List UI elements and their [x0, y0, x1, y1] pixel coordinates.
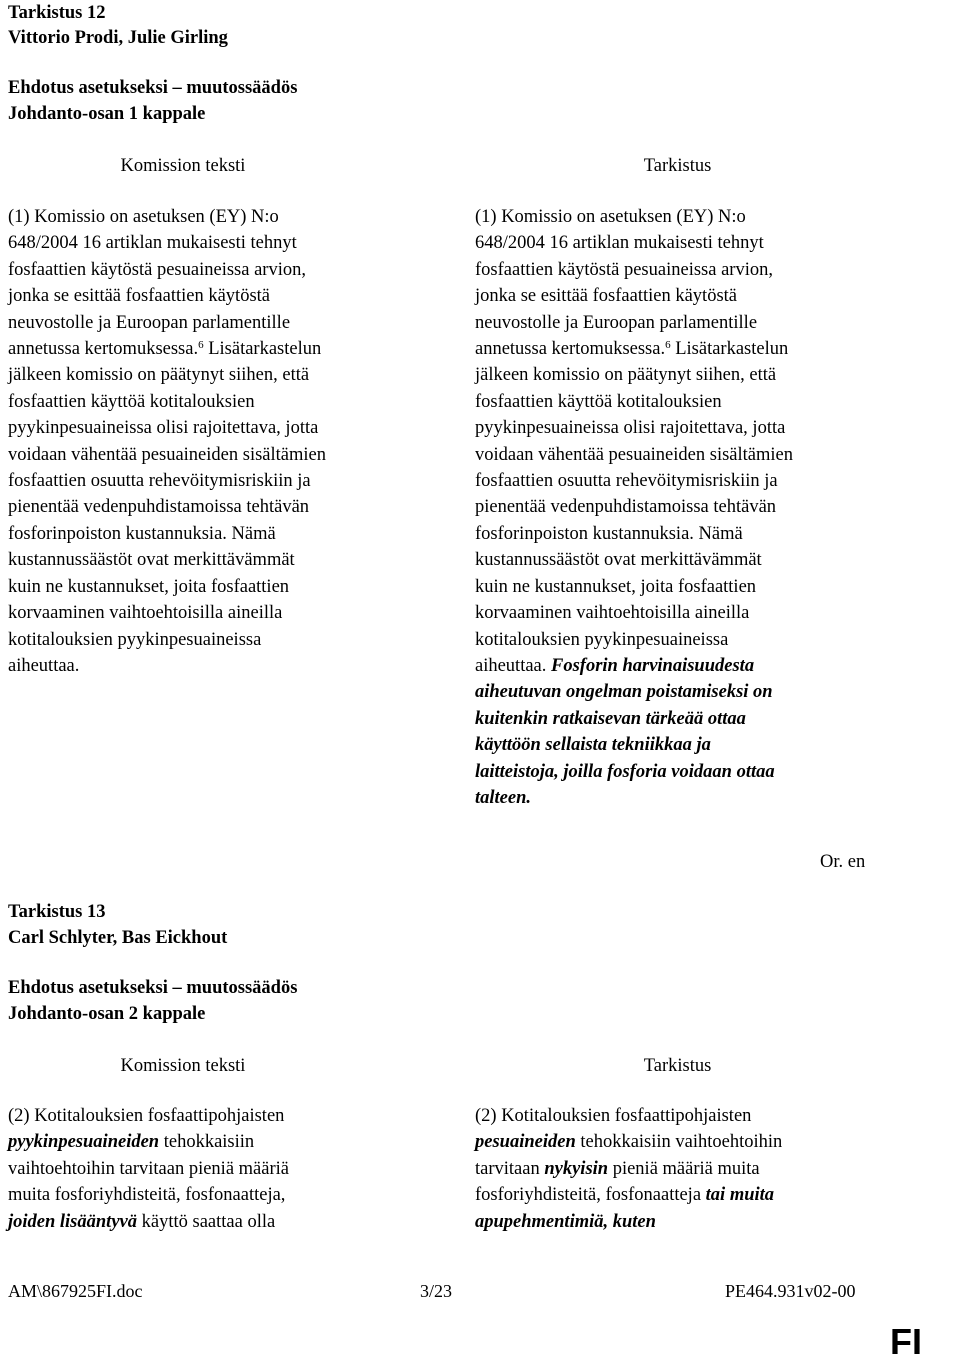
- amendment-13-location: Johdanto-osan 2 kappale: [8, 1004, 206, 1024]
- amendment-13-authors: Carl Schlyter, Bas Eickhout: [8, 928, 228, 948]
- text-segment: pieniä määriä muita fosforiyhdisteitä, fosfonaatteja: [475, 1158, 760, 1206]
- footnote-marker: 6: [665, 339, 671, 352]
- footer-doc-ref: AM\867925FI.doc: [8, 1281, 143, 1301]
- original-language: Or. en: [820, 852, 866, 872]
- amendment-text-part-a: (1) Komissio on asetuksen (EY) N:o 648/2004 16 artiklan mukaisesti tehnyt fosfaattien käytöstä pesuaineissa arvion, jonka se esittää fosfaattien käytöstä neuvostolle ja Euroopan parlamentille annetussa kertomuksessa.: [475, 207, 773, 360]
- amendment-12-authors: Vittorio Prodi, Julie Girling: [8, 28, 228, 48]
- amendment-12-location: Johdanto-osan 1 kappale: [8, 104, 206, 124]
- amendment-text-part-b: Lisätarkastelun jälkeen komissio on päätynyt siihen, että fosfaattien käyttöä kotitalouksien pyykinpesuaineissa olisi rajoitettava, jotta voidaan vähentää pesuaineiden sisältämien fosfaattien osuutta rehevöitymisriskiin ja pienentää vedenpuhdistamoissa tehtävän fosforinpoiston kustannuksia. Nämä kustannussäästöt ovat merkittävämmät kuin ne kustannukset, joita fosfaattien korvaaminen vaihtoehtoisilla aineilla kotitalouksien pyykinpesuaineissa aiheuttaa.: [475, 339, 793, 676]
- amendment-13-title: Tarkistus 13: [8, 902, 106, 922]
- amendment-added-text: Fosforin harvinaisuudesta aiheutuvan ongelman poistamiseksi on kuitenkin ratkaisevan tärkeää ottaa käyttöön sellaista tekniikkaa ja laitteistoja, joilla fosforia voidaan ottaa talteen.: [475, 655, 775, 808]
- emphasized-text: tai muita apupehmentimiä, kuten: [475, 1185, 775, 1232]
- text-segment: (2) Kotitalouksien fosfaattipohjaisten: [8, 1106, 285, 1126]
- amendment-12-proposal: Ehdotus asetukseksi – muutossäädös: [8, 78, 298, 98]
- amendment-12-amendment-text: [475, 204, 895, 811]
- amendment-12-right-header: Tarkistus: [643, 156, 712, 176]
- footer-language-code: FI: [890, 1321, 922, 1362]
- footer-pe-ref: PE464.931v02-00: [725, 1281, 856, 1301]
- amendment-13-right-header: Tarkistus: [643, 1056, 712, 1076]
- text-segment: käyttö saattaa olla: [137, 1211, 276, 1232]
- amendment-13-amendment-text: [475, 1103, 895, 1235]
- emphasized-text: pesuaineiden: [475, 1132, 576, 1153]
- text-segment: tehokkaisiin vaihtoehtoihin tarvitaan: [475, 1132, 783, 1179]
- amendment-13-left-header: Komission teksti: [120, 1056, 246, 1076]
- footer-page-number: 3/23: [420, 1281, 453, 1301]
- amendment-13-commission-text: [8, 1103, 448, 1235]
- amendment-12-commission-text: [8, 204, 448, 679]
- commission-text-part-a: (1) Komissio on asetuksen (EY) N:o 648/2004 16 artiklan mukaisesti tehnyt fosfaattien käytöstä pesuaineissa arvion, jonka se esittää fosfaattien käytöstä neuvostolle ja Euroopan parlamentille annetussa kertomuksessa.: [8, 207, 306, 360]
- text-segment: (2) Kotitalouksien fosfaattipohjaisten: [475, 1106, 752, 1126]
- amendment-13-proposal: Ehdotus asetukseksi – muutossäädös: [8, 978, 298, 998]
- amendment-12-title: Tarkistus 12: [8, 3, 106, 23]
- text-segment: tehokkaisiin vaihtoehtoihin tarvitaan pieniä määriä muita fosforiyhdisteitä, fosfonaatteja,: [8, 1132, 289, 1206]
- emphasized-text: nykyisin: [544, 1158, 609, 1179]
- commission-text-part-b: Lisätarkastelun jälkeen komissio on päätynyt siihen, että fosfaattien käyttöä kotitalouksien pyykinpesuaineissa olisi rajoitettava, jotta voidaan vähentää pesuaineiden sisältämien fosfaattien osuutta rehevöitymisriskiin ja pienentää vedenpuhdistamoissa tehtävän fosforinpoiston kustannuksia. Nämä kustannussäästöt ovat merkittävämmät kuin ne kustannukset, joita fosfaattien korvaaminen vaihtoehtoisilla aineilla kotitalouksien pyykinpesuaineissa aiheuttaa.: [8, 339, 326, 676]
- emphasized-text: joiden lisääntyvä: [8, 1211, 137, 1232]
- amendment-12-left-header: Komission teksti: [120, 156, 246, 176]
- footnote-marker: 6: [198, 339, 204, 352]
- emphasized-text: pyykinpesuaineiden: [8, 1132, 160, 1153]
